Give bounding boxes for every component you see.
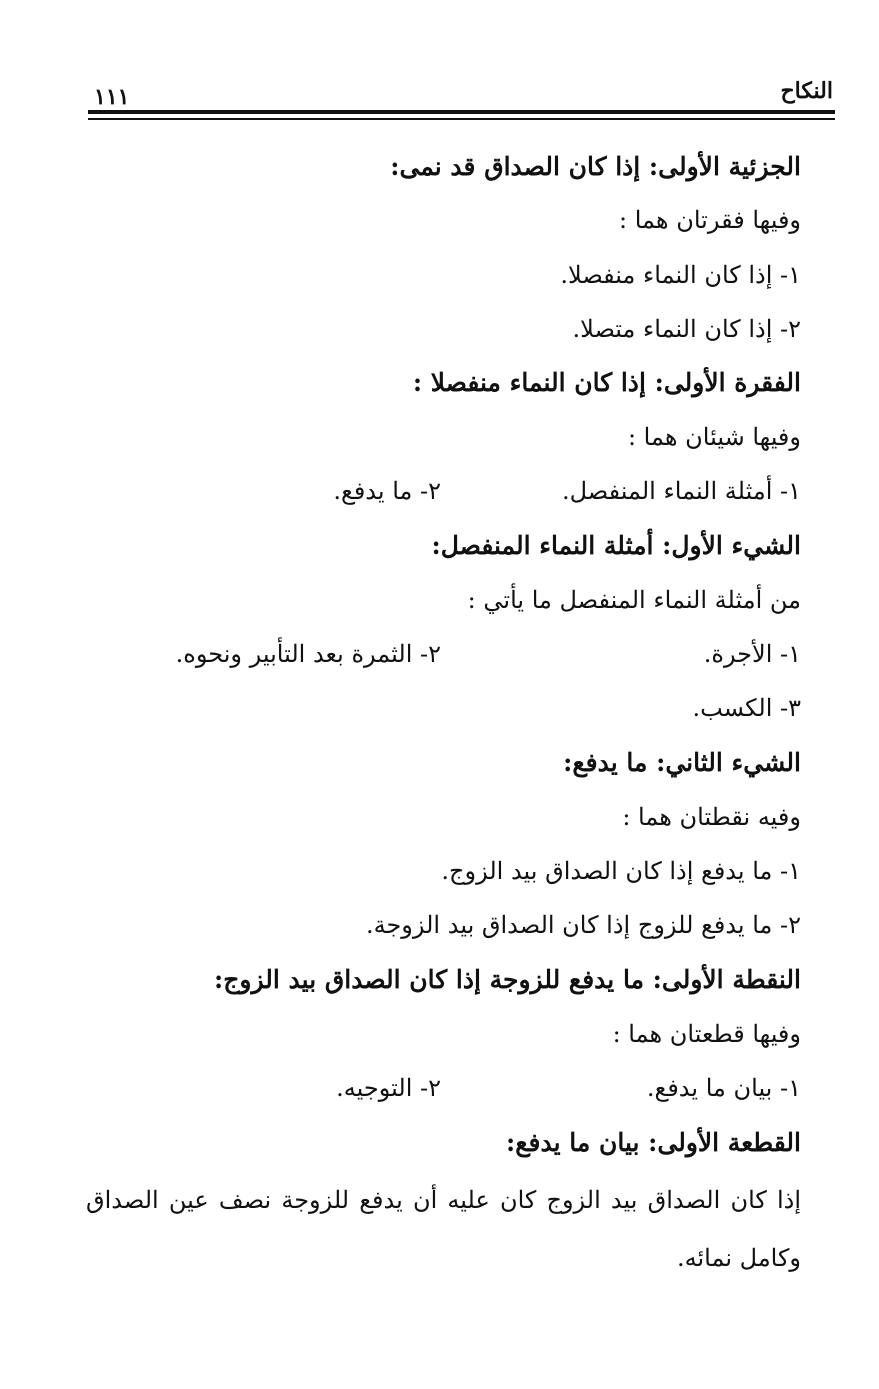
list-item: ١- بيان ما يدفع. bbox=[646, 1074, 801, 1102]
list-item: ٢- ما يدفع. bbox=[333, 477, 441, 505]
list-item: ٢- الثمرة بعد التأبير ونحوه. bbox=[175, 640, 441, 668]
subsection-heading: الشيء الأول: أمثلة النماء المنفصل: bbox=[431, 531, 801, 560]
subsection-heading: الجزئية الأولى: إذا كان الصداق قد نمى: bbox=[390, 152, 801, 181]
header-rule-thick bbox=[88, 110, 835, 114]
list-item: ١- الأجرة. bbox=[703, 640, 801, 668]
list-item: ٢- إذا كان النماء متصلا. bbox=[572, 315, 801, 343]
paragraph-line: وفيها شيئان هما : bbox=[627, 423, 801, 451]
list-item: ٣- الكسب. bbox=[692, 694, 801, 722]
page-number: ١١١ bbox=[94, 84, 130, 110]
header-rule-thin bbox=[88, 118, 835, 120]
list-item: ١- إذا كان النماء منفصلا. bbox=[560, 261, 801, 289]
running-header-title: النكاح bbox=[780, 78, 833, 104]
list-item: ٢- التوجيه. bbox=[336, 1074, 441, 1102]
subsection-heading: النقطة الأولى: ما يدفع للزوجة إذا كان الصداق بيد الزوج: bbox=[214, 965, 801, 994]
subsection-heading: الشيء الثاني: ما يدفع: bbox=[563, 748, 801, 777]
paragraph-line: وفيها فقرتان هما : bbox=[619, 206, 801, 234]
paragraph-line: إذا كان الصداق بيد الزوج كان عليه أن يدفع للزوجة نصف عين الصداق bbox=[86, 1186, 801, 1214]
list-item: ٢- ما يدفع للزوج إذا كان الصداق بيد الزوجة. bbox=[365, 911, 801, 939]
paragraph-line: وكامل نمائه. bbox=[676, 1244, 801, 1272]
subsection-heading: الفقرة الأولى: إذا كان النماء منفصلا : bbox=[412, 368, 801, 397]
paragraph-line: وفيها قطعتان هما : bbox=[612, 1020, 801, 1048]
paragraph-line: من أمثلة النماء المنفصل ما يأتي : bbox=[467, 586, 801, 614]
subsection-heading: القطعة الأولى: بيان ما يدفع: bbox=[505, 1128, 801, 1157]
list-item: ١- أمثلة النماء المنفصل. bbox=[561, 477, 801, 505]
list-item: ١- ما يدفع إذا كان الصداق بيد الزوج. bbox=[441, 857, 801, 885]
paragraph-line: وفيه نقطتان هما : bbox=[622, 803, 801, 831]
